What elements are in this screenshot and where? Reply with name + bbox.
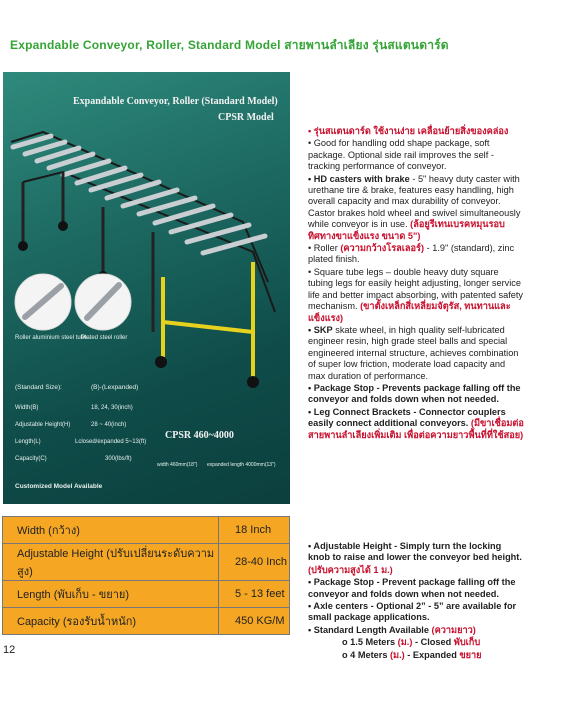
spec-label: Width (กว้าง) <box>3 517 219 544</box>
feature-legs-thai: (ขาตั้งเหล็กสี่เหลี่ยมจัตุรัส, ทนทานและแข็งแรง) <box>308 301 511 323</box>
photo-model-heading: CPSR Model <box>218 112 274 123</box>
closed-label: - Closed <box>412 637 454 648</box>
table-row <box>3 608 290 635</box>
feature-roller-text: - 1.9" (standard), zinc plated finish. <box>308 243 515 265</box>
spec-label: Length (พับเก็บ - ขยาย) <box>3 581 219 608</box>
table-row <box>3 517 290 544</box>
expanded-unit-thai: (ม.) <box>390 649 405 660</box>
feature-skp <box>308 325 524 382</box>
closed-thai: พับเก็บ <box>453 637 481 648</box>
expanded-length: o 4 Meters <box>342 649 390 660</box>
customized-note: Customized Model Available <box>15 483 103 490</box>
photo-spec-value: Lclosed/expanded 5~13(ft) <box>75 439 147 445</box>
feature-roller <box>308 243 524 266</box>
feature-skp-title: • SKP <box>308 324 333 335</box>
spec-value: 5 - 13 feet <box>219 581 290 608</box>
photo-spec-label: Adjustable Height(H) <box>15 422 71 428</box>
feature-skp-text: skate wheel, in high quality self-lubricated engineer resin, high grade steel balls and special engineered internal structure, achieves combination of super low friction, moderate load capacity and max duration of performance. <box>308 324 519 381</box>
page-number: 12 <box>3 644 16 656</box>
spec-value: 450 KG/M <box>219 608 290 635</box>
feature-odd-shape: • Good for handling odd shape package, soft package. Optional side rail improves the self - tracking performance of conveyor. <box>308 138 494 172</box>
feature-package-stop: • Package Stop - Prevents package falling off the conveyor and folds down when not needed. <box>308 382 521 405</box>
product-photo <box>3 72 290 504</box>
spec-label: Capacity (รองรับน้ำหนัก) <box>3 608 219 635</box>
model-width-note: width 460mm(18") <box>157 462 198 468</box>
standard-size-label: (Standard Size): <box>15 384 62 391</box>
feature-standard-length <box>308 625 524 636</box>
feature-legs <box>308 267 524 324</box>
standard-length-text: • Standard Length Available <box>308 624 432 635</box>
feature-legs-text: • Square tube legs – double heavy duty square tubing legs for easily height adjusting, longer service life and better impact absorbing, with patented safety mechanism. <box>308 266 524 312</box>
feature-casters-thai: (ล้อยูรีเทนเบรคหมุนรอบทิศทางขาแข็งแรง ขนาด 5") <box>308 219 505 241</box>
table-row <box>3 544 290 581</box>
page-title: Expandable Conveyor, Roller, Standard Model สายพานลำเลียง รุ่นสแตนดาร์ด <box>10 38 449 52</box>
photo-model-number: CPSR 460~4000 <box>165 430 234 441</box>
expanded-label: - Expanded <box>404 649 460 660</box>
feature-leg-connect-text: • Leg Connect Brackets - Connector couplers easily connect additional conveyors. <box>308 406 506 429</box>
standard-length-thai: (ความยาว) <box>431 624 476 635</box>
feature-package-stop-2: • Package Stop - Prevent package falling off the conveyor and folds down when not needed. <box>308 577 516 599</box>
standard-size-value: (B)-(Lexpanded) <box>91 384 139 391</box>
photo-spec-value: 18, 24, 30(inch) <box>91 405 133 411</box>
length-option-expanded <box>308 650 524 661</box>
conveyor-illustration <box>3 72 290 504</box>
spec-table <box>2 516 290 635</box>
features-bottom <box>308 541 524 662</box>
photo-spec-value: 300(lbs/ft) <box>105 456 132 462</box>
spec-value: 18 Inch <box>219 517 290 544</box>
feature-roller-title: • Roller <box>308 243 341 254</box>
feature-leg-connect-thai: (มีขาเชื่อมต่อสายพานลำเลียงเพิ่มเติม เพื่อต่อความยาวพื้นที่ที่ใช้สอย) <box>308 418 524 440</box>
feature-leg-connect <box>308 407 524 441</box>
length-option-closed <box>308 637 524 648</box>
expanded-thai: ขยาย <box>459 649 482 660</box>
feature-roller-thai: (ความกว้างโรลเลอร์) <box>340 243 425 254</box>
photo-heading: Expandable Conveyor, Roller (Standard Model) <box>73 96 278 107</box>
feature-adjustable-height: • Adjustable Height - Simply turn the locking knob to raise and lower the conveyor bed height. <box>308 541 522 563</box>
feature-adjustable-height-thai: (ปรับความสูงได้ 1 ม.) <box>308 564 393 575</box>
photo-spec-value: 28 ~ 40(inch) <box>91 422 127 428</box>
spec-value: 28-40 Inch <box>219 544 290 581</box>
feature-casters-text: - 5" heavy duty caster with urethane tire & brake, features easy handling, high overall capacity and max durability of conveyor. Castor brakes hold wheel and swivel simultaneously while conveyor is in use. <box>308 173 521 230</box>
model-length-note: expanded length 4000mm(13") <box>207 462 276 468</box>
features-top <box>308 126 524 442</box>
feature-casters-title: • HD casters with brake <box>308 173 410 184</box>
closed-length: o 1.5 Meters <box>342 637 398 648</box>
closed-unit-thai: (ม.) <box>397 637 413 648</box>
feature-casters <box>308 174 524 242</box>
feature-thai-intro: • รุ่นสแตนดาร์ด ใช้งานง่าย เคลื่อนย้ายสิ่งของคล่อง <box>308 126 509 136</box>
feature-axle-centers: • Axle centers - Optional 2” - 5” are available for small package applications. <box>308 601 517 623</box>
table-row <box>3 581 290 608</box>
roller-caption-2: Plated steel roller <box>81 335 128 341</box>
roller-caption-1: Roller aluminium steel tube <box>15 335 88 341</box>
photo-spec-label: Capacity(C) <box>15 456 47 462</box>
spec-label: Adjustable Height (ปรับเปลี่ยนระดับความสูง) <box>3 544 219 581</box>
photo-spec-label: Width(B) <box>15 405 39 411</box>
photo-spec-label: Length(L) <box>15 439 41 445</box>
